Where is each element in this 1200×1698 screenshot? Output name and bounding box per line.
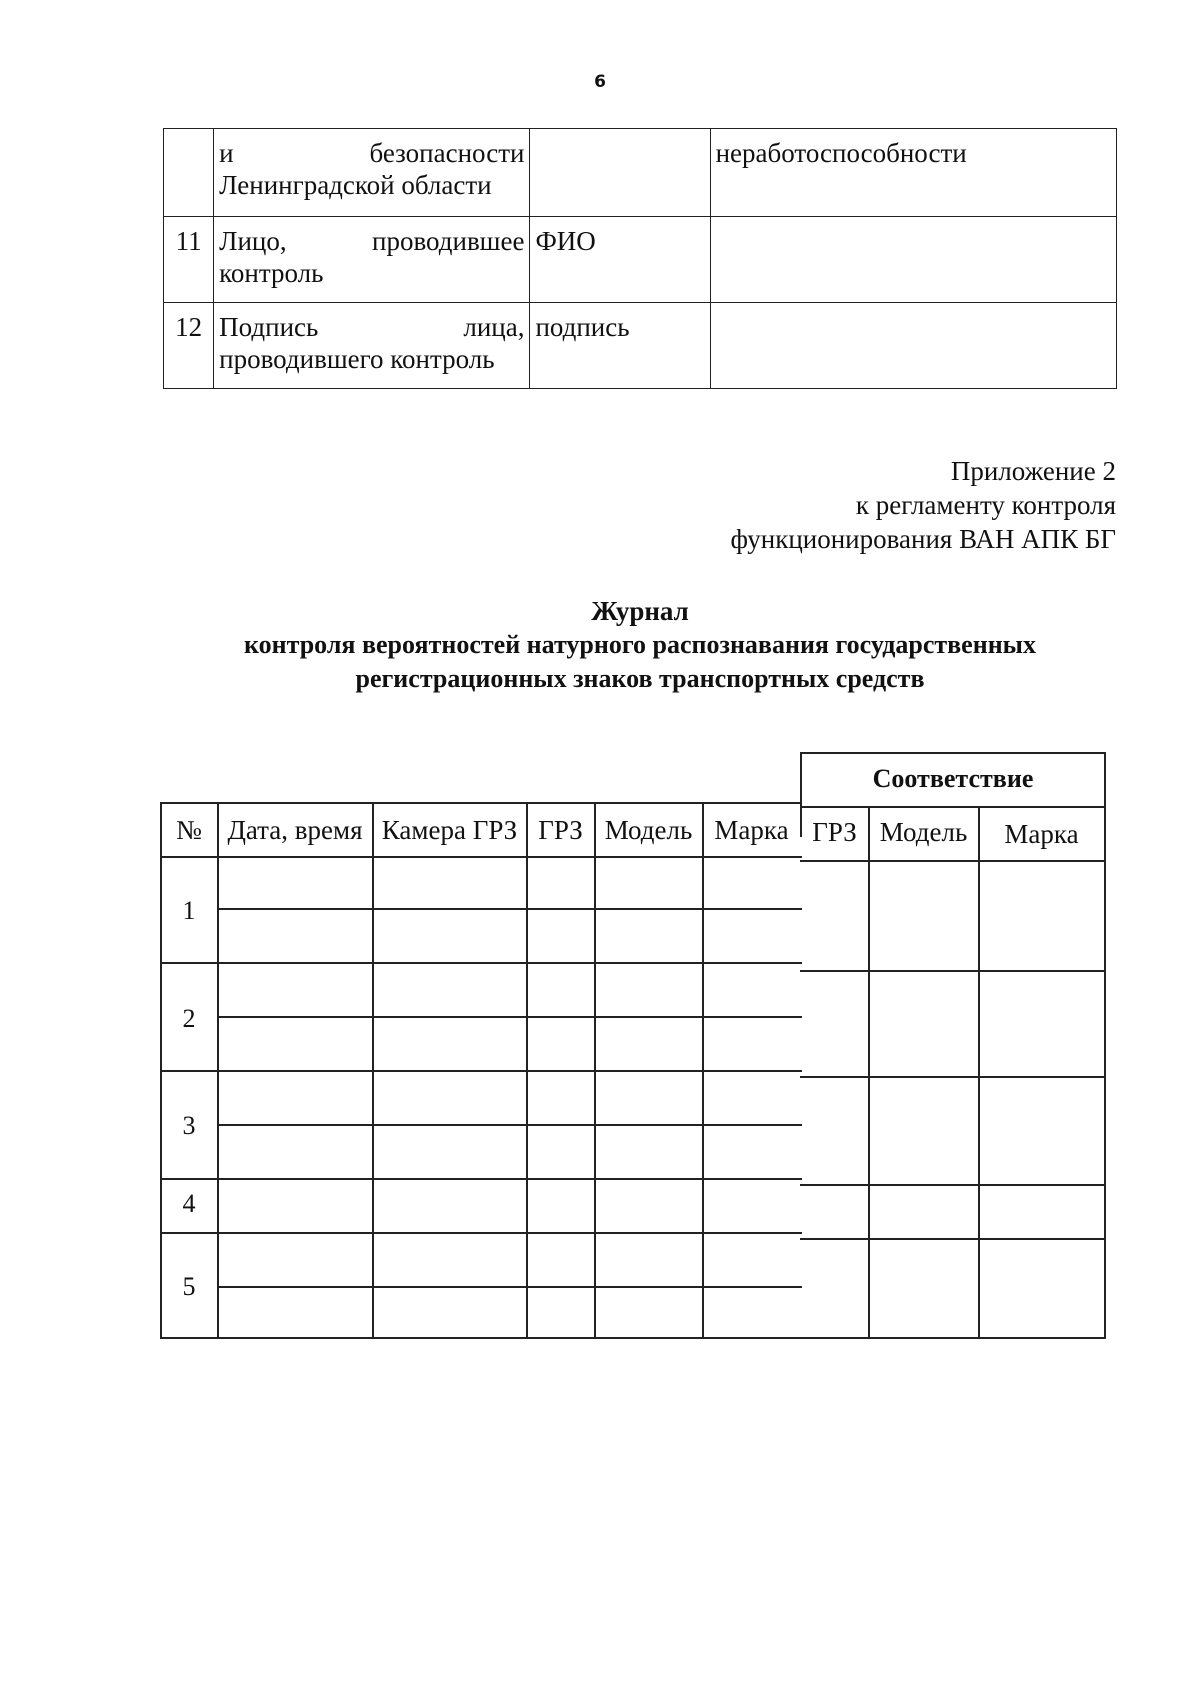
parameter-line: проводившего контроль <box>219 344 495 374</box>
sub-row-border <box>217 1124 802 1126</box>
row-border <box>800 1337 1106 1339</box>
page-number: 6 <box>594 72 606 92</box>
row-number: 4 <box>182 1189 196 1218</box>
note-cell <box>710 217 1116 303</box>
sub-row-border <box>217 908 802 910</box>
word: Лицо, <box>219 226 287 256</box>
table-border <box>978 806 980 1338</box>
word: безопасности <box>369 138 525 168</box>
column-header: Марка <box>714 815 789 845</box>
sub-row-border <box>217 1286 802 1288</box>
word: лица, <box>463 312 525 342</box>
row-border <box>800 970 1106 972</box>
table-row <box>164 303 1117 389</box>
row-border <box>800 1076 1106 1078</box>
title-line: Журнал <box>591 596 689 626</box>
correspondence-title: Соответствие <box>872 764 1034 793</box>
word: и <box>219 138 234 168</box>
row-border <box>160 1232 802 1234</box>
table-border <box>800 806 1106 808</box>
title-line: контроля вероятностей натурного распознавания государственных <box>244 630 1036 659</box>
appendix-line: функционирования ВАН АПК БГ <box>730 524 1116 554</box>
word: Подпись <box>219 312 319 342</box>
column-header: ГРЗ <box>538 815 583 845</box>
appendix-line: к регламенту контроля <box>855 490 1116 520</box>
unit-cell: ФИО <box>530 217 710 303</box>
column-header: Модель <box>879 817 968 847</box>
row-border <box>160 1070 802 1072</box>
row-number: 12 <box>164 303 214 389</box>
column-header: № <box>176 815 202 845</box>
note-cell <box>710 303 1116 389</box>
appendix-header <box>730 454 1116 556</box>
parameter-cell <box>214 217 530 303</box>
row-number <box>164 129 214 217</box>
table-row <box>164 217 1117 303</box>
parameter-line <box>219 311 524 343</box>
journal-title <box>0 594 1200 696</box>
row-border <box>800 1184 1106 1186</box>
parameter-line: Ленинградской области <box>219 170 492 200</box>
parameter-cell <box>214 129 530 217</box>
row-border <box>800 1238 1106 1240</box>
table-border <box>800 860 1106 862</box>
row-number: 1 <box>182 896 196 925</box>
table-border <box>800 752 1106 754</box>
row-number: 5 <box>182 1272 196 1301</box>
appendix-line: Приложение 2 <box>950 456 1116 486</box>
table-border <box>868 806 870 1338</box>
table-border <box>1104 752 1106 1338</box>
row-number: 11 <box>164 217 214 303</box>
sub-row-border <box>217 1016 802 1018</box>
title-line: регистрационных знаков транспортных средств <box>355 664 925 693</box>
column-header: Камера ГРЗ <box>381 815 518 845</box>
parameter-line <box>219 137 524 169</box>
table-border <box>160 802 802 804</box>
continuation-table <box>163 128 1117 389</box>
column-header: Марка <box>1004 819 1079 849</box>
table-border <box>160 856 802 858</box>
column-header: ГРЗ <box>812 817 857 847</box>
table-row <box>164 129 1117 217</box>
row-number: 3 <box>182 1111 196 1140</box>
row-border <box>160 1337 802 1339</box>
unit-cell <box>530 129 710 217</box>
word: проводившее <box>372 226 525 256</box>
parameter-line <box>219 225 524 257</box>
parameter-line: контроль <box>219 258 324 288</box>
row-border <box>160 962 802 964</box>
note-cell: неработоспособности <box>710 129 1116 217</box>
row-border <box>160 1178 802 1180</box>
parameter-cell <box>214 303 530 389</box>
unit-cell: подпись <box>530 303 710 389</box>
column-header: Модель <box>604 815 693 845</box>
row-number: 2 <box>182 1004 196 1033</box>
column-header: Дата, время <box>227 815 363 845</box>
